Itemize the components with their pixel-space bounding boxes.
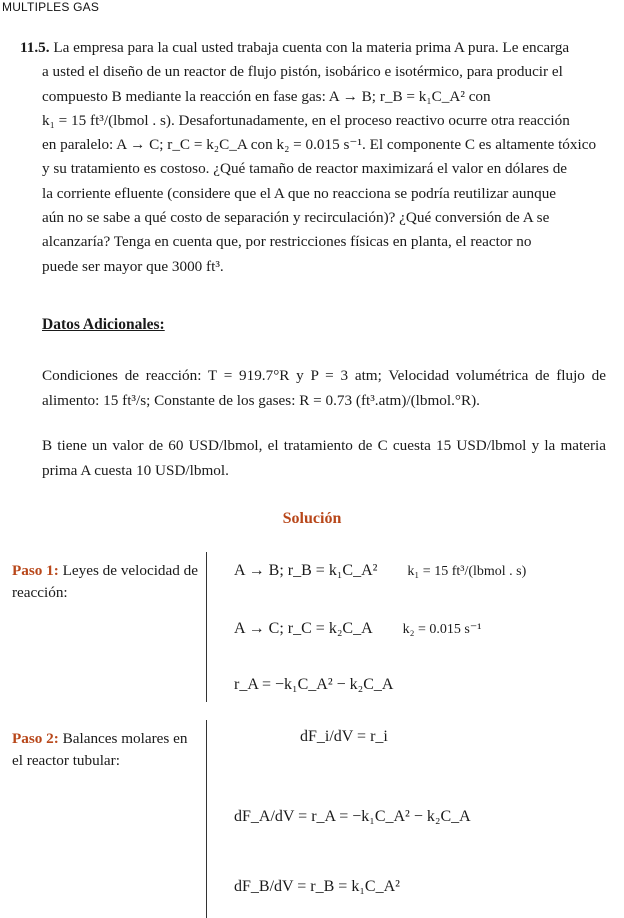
step-1-equation-ra: r_A = −k₁C_A² − k₂C_A — [234, 676, 394, 693]
datos-heading: Datos Adicionales: — [42, 316, 165, 333]
step-2-description: Paso 2: Balances molares en el reactor tubular: — [12, 730, 188, 769]
step-1-label: Paso 1: — [12, 562, 59, 579]
problem-line: 11.5. La empresa para la cual usted trabaja cuenta con la materia prima A pura. Le encarga — [20, 39, 570, 56]
step-1-divider — [206, 552, 207, 702]
problem-line: la corriente efluente (considere que el A que no reacciona se podría reutilizar aunque — [42, 184, 557, 202]
step-2-equation-general: dF_i/dV = r_i — [300, 728, 388, 745]
step-2-divider — [206, 720, 207, 918]
step-1-equation-ab: A → B; r_B = k₁C_A² k₁ = 15 ft³/(lbmol . s) — [234, 562, 527, 579]
problem-statement — [20, 36, 604, 279]
k1-value: k₁ = 15 ft³/(lbmol . s) — [407, 564, 527, 579]
solution-title: Solución — [282, 510, 342, 527]
problem-line: alcanzaría? Tenga en cuenta que, por restricciones físicas en planta, el reactor no — [42, 233, 532, 251]
problem-line: compuesto B mediante la reacción en fase gas: A → B; r_B = k₁C_A² con — [42, 87, 491, 105]
step-2-label: Paso 2: — [12, 730, 59, 747]
problem-line: en paralelo: A → C; r_C = k₂C_A con k₂ = 0.015 s⁻¹. El componente C es altamente tóxico — [42, 136, 597, 154]
problem-line: aún no se sabe a qué costo de separación y recirculación)? ¿Qué conversión de A se — [42, 209, 550, 227]
step-2-equation-fb: dF_B/dV = r_B = k₁C_A² — [234, 878, 400, 895]
page-header: MULTIPLES GAS — [2, 0, 100, 14]
k2-value: k₂ = 0.015 s⁻¹ — [402, 622, 482, 637]
problem-line: puede ser mayor que 3000 ft³. — [42, 257, 224, 275]
step-1-description: Paso 1: Leyes de velocidad de reacción: — [12, 562, 198, 601]
step-2-equation-fa: dF_A/dV = r_A = −k₁C_A² − k₂C_A — [234, 808, 471, 825]
datos-paragraph-costs: B tiene un valor de 60 USD/lbmol, el tratamiento de C cuesta 15 USD/lbmol y la materia prima A cuesta 10 USD/lbmol. — [42, 437, 606, 479]
problem-number: 11.5. — [20, 39, 50, 56]
problem-line: a usted el diseño de un reactor de flujo pistón, isobárico e isotérmico, para producir el — [42, 63, 563, 81]
problem-line: y su tratamiento es costoso. ¿Qué tamaño de reactor maximizará el valor en dólares de — [42, 160, 568, 178]
datos-paragraph-conditions: Condiciones de reacción: T = 919.7°R y P = 3 atm; Velocidad volumétrica de flujo de alimento: 15 ft³/s; Constante de los gases: R = 0.73 (ft³.atm)/(lbmol.°R). — [42, 367, 606, 409]
step-1-equation-ac: A → C; r_C = k₂C_A k₂ = 0.015 s⁻¹ — [234, 620, 482, 637]
problem-line: k₁ = 15 ft³/(lbmol . s). Desafortunadamente, en el proceso reactivo ocurre otra reacción — [42, 111, 570, 129]
